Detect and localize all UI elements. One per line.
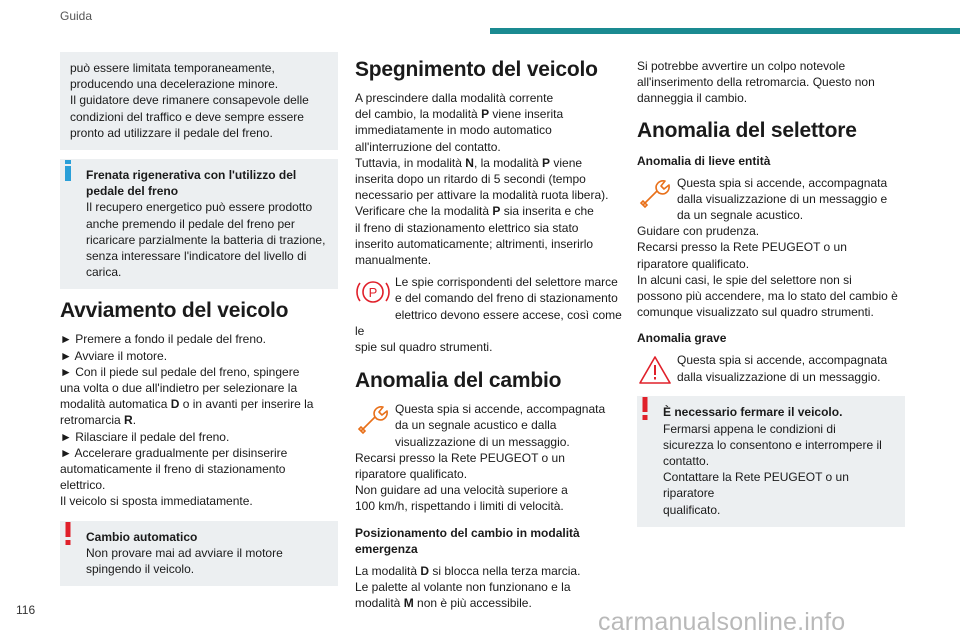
text-line: elettrico. (60, 478, 106, 493)
stop-alert-title: È necessario fermare il veicolo. (663, 405, 843, 420)
minor-fault-text (637, 175, 905, 207)
text-line: ► Accelerare gradualmente per disinserire (60, 445, 288, 460)
text-line: La modalità D si blocca nella terza marcia. (355, 563, 581, 578)
text-line: Verificare che la modalità P sia inserita e che (355, 204, 594, 219)
alert-box-stop (637, 396, 905, 526)
text-line: Si potrebbe avvertire un colpo notevole (637, 59, 846, 73)
text-line: all'inserimento della retromarcia. Questo non (637, 75, 875, 90)
text-line: spingendo il veicolo. (86, 562, 195, 577)
text-line: inserito automaticamente; altrimenti, inserirlo (355, 236, 594, 251)
exclamation-icon (64, 522, 72, 550)
text-line: Recarsi presso la Rete PEUGEOT o un (355, 450, 565, 465)
text-line: immediatamente in modo automatico (355, 123, 552, 138)
text-line: all'interruzione del contatto. (355, 139, 501, 154)
section-label: Guida (60, 9, 93, 23)
header-accent-bar (490, 28, 960, 34)
text-line: possono più accendere, ma lo stato del cambio è (637, 289, 898, 304)
warning-triangle-icon (637, 354, 673, 388)
serious-fault-text (637, 352, 905, 384)
minor-fault-note (637, 175, 905, 321)
heading-stop-vehicle: Spegnimento del veicolo (355, 58, 598, 81)
text-line: senza interessare l'indicatore del livello di (86, 249, 307, 264)
stop-paragraph (355, 90, 623, 268)
parking-indicator-note (355, 274, 623, 355)
text-line: una volta o due all'indietro per selezionare la (60, 381, 298, 396)
heading-start-vehicle: Avviamento del veicolo (60, 299, 289, 323)
text-line: Il veicolo si sposta immediatamente. (60, 494, 253, 509)
text-line: elettrico devono essere accese, così come le (355, 307, 622, 338)
watermark: carmanualsonline.info (598, 608, 846, 636)
text-line: carica. (86, 265, 122, 280)
svg-text:P: P (368, 285, 378, 301)
note-text (70, 60, 328, 141)
wrench-icon (355, 403, 391, 437)
subheading-serious: Anomalia grave (637, 331, 727, 346)
info-box-regenerative (60, 159, 338, 289)
minor-fault-text-cont (637, 207, 905, 320)
gearbox-fault-text (355, 401, 623, 433)
text-line: Le palette al volante non funzionano e la (355, 579, 571, 594)
text-line: anche premendo il pedale del freno per (86, 216, 295, 231)
subheading-minor: Anomalia di lieve entità (637, 153, 771, 168)
subheading-emergency: Posizionamento del cambio in modalità emergenza (355, 525, 580, 556)
serious-fault-note (637, 352, 905, 386)
text-line: condizioni del traffico e deve sempre essere (70, 109, 304, 124)
text-line: contatto. (663, 454, 710, 469)
text-line: Non provare mai ad avviare il motore (86, 545, 283, 560)
text-line: pedale del freno (86, 184, 179, 199)
text-line: Il guidatore deve rimanere consapevole delle (70, 93, 309, 108)
text-line: visualizzazione di un messaggio. (395, 434, 570, 449)
column-left (60, 52, 338, 595)
column-middle (355, 52, 623, 611)
text-line: inserita dopo un ritardo di 5 secondi (tempo (355, 172, 586, 187)
text-line: Il recupero energetico può essere prodotto (86, 200, 313, 215)
text-line: 100 km/h, rispettando i limiti di velocità. (355, 499, 564, 514)
alert-body (86, 545, 328, 577)
info-title (86, 167, 328, 199)
text-line: automaticamente il freno di stazionamento (60, 462, 286, 477)
text-line: modalità M non è più accessibile. (355, 596, 532, 611)
text-line: Tuttavia, in modalità N, la modalità P viene (355, 155, 583, 170)
text-line: Fermarsi appena le condizioni di (663, 421, 836, 436)
text-line: In alcuni casi, le spie del selettore non si (637, 272, 852, 287)
text-line: riparatore qualificato. (355, 467, 468, 482)
text-line: Questa spia si accende, accompagnata (677, 175, 888, 190)
exclamation-icon (641, 397, 649, 425)
gearbox-fault-note (355, 401, 623, 514)
text-line: Questa spia si accende, accompagnata (677, 353, 888, 368)
info-body (86, 199, 328, 280)
note-box-continued (60, 52, 338, 150)
text-line: ► Con il piede sul pedale del freno, spingere (60, 364, 300, 379)
text-line: pronto ad utilizzare il pedale del freno. (70, 125, 273, 140)
text-line: Le spie corrispondenti del selettore marce (395, 275, 618, 290)
text-line: necessario per attivare la modalità ruota libera). (355, 188, 609, 203)
info-icon (64, 160, 72, 186)
text-line: comunque visualizzato sul quadro strumenti. (637, 305, 874, 320)
alert-box-automatic (60, 521, 338, 587)
text-line: A prescindere dalla modalità corrente (355, 91, 554, 105)
text-line: Recarsi presso la Rete PEUGEOT o un (637, 240, 847, 255)
text-line: da un segnale acustico. (677, 208, 804, 223)
reverse-paragraph (637, 58, 905, 107)
text-line: dalla visualizzazione di un messaggio. (677, 369, 881, 384)
text-line: ► Premere a fondo il pedale del freno. (60, 332, 266, 347)
column-right (637, 52, 905, 536)
text-line: ricaricare parzialmente la batteria di trazione, (86, 232, 326, 247)
parking-indicator-text-cont (355, 307, 623, 356)
emergency-paragraph (355, 563, 623, 612)
alert-title: Cambio automatico (86, 529, 198, 544)
text-line: Non guidare ad una velocità superiore a (355, 483, 568, 498)
parking-indicator-text (355, 274, 623, 306)
text-line: da un segnale acustico e dalla (395, 418, 557, 433)
text-line: Guidare con prudenza. (637, 224, 760, 239)
text-line: modalità automatica D o in avanti per inserire la (60, 397, 314, 412)
text-line: sicurezza lo consentono e interrompere il (663, 437, 882, 452)
stop-alert-body (663, 421, 895, 518)
text-line: Frenata rigenerativa con l'utilizzo del (86, 168, 297, 183)
heading-selector-fault: Anomalia del selettore (637, 118, 857, 142)
text-line: retromarcia R. (60, 413, 137, 428)
parking-brake-icon (355, 276, 391, 310)
text-line: riparatore qualificato. (637, 256, 750, 271)
gearbox-fault-text-cont (355, 434, 623, 515)
text-line: del cambio, la modalità P viene inserita (355, 107, 564, 122)
wrench-icon (637, 177, 673, 211)
text-line: ► Avviare il motore. (60, 348, 168, 363)
heading-gearbox-fault: Anomalia del cambio (355, 369, 562, 393)
text-line: manualmente. (355, 253, 432, 268)
text-line: il freno di stazionamento elettrico sia stato (355, 220, 579, 235)
text-line: ► Rilasciare il pedale del freno. (60, 429, 230, 444)
text-line: spie sul quadro strumenti. (355, 340, 493, 355)
text-line: Contattare la Rete PEUGEOT o un riparatore (663, 470, 849, 501)
text-line: producendo una decelerazione minore. (70, 77, 279, 92)
text-line: dalla visualizzazione di un messaggio e (677, 191, 888, 206)
text-line: e del comando del freno di stazionamento (395, 291, 618, 306)
text-line: qualificato. (663, 502, 721, 517)
start-steps (60, 331, 338, 509)
text-line: Questa spia si accende, accompagnata (395, 402, 606, 417)
text-line: danneggia il cambio. (637, 91, 748, 106)
page-number: 116 (16, 603, 36, 617)
text-line: può essere limitata temporaneamente, (70, 61, 275, 75)
